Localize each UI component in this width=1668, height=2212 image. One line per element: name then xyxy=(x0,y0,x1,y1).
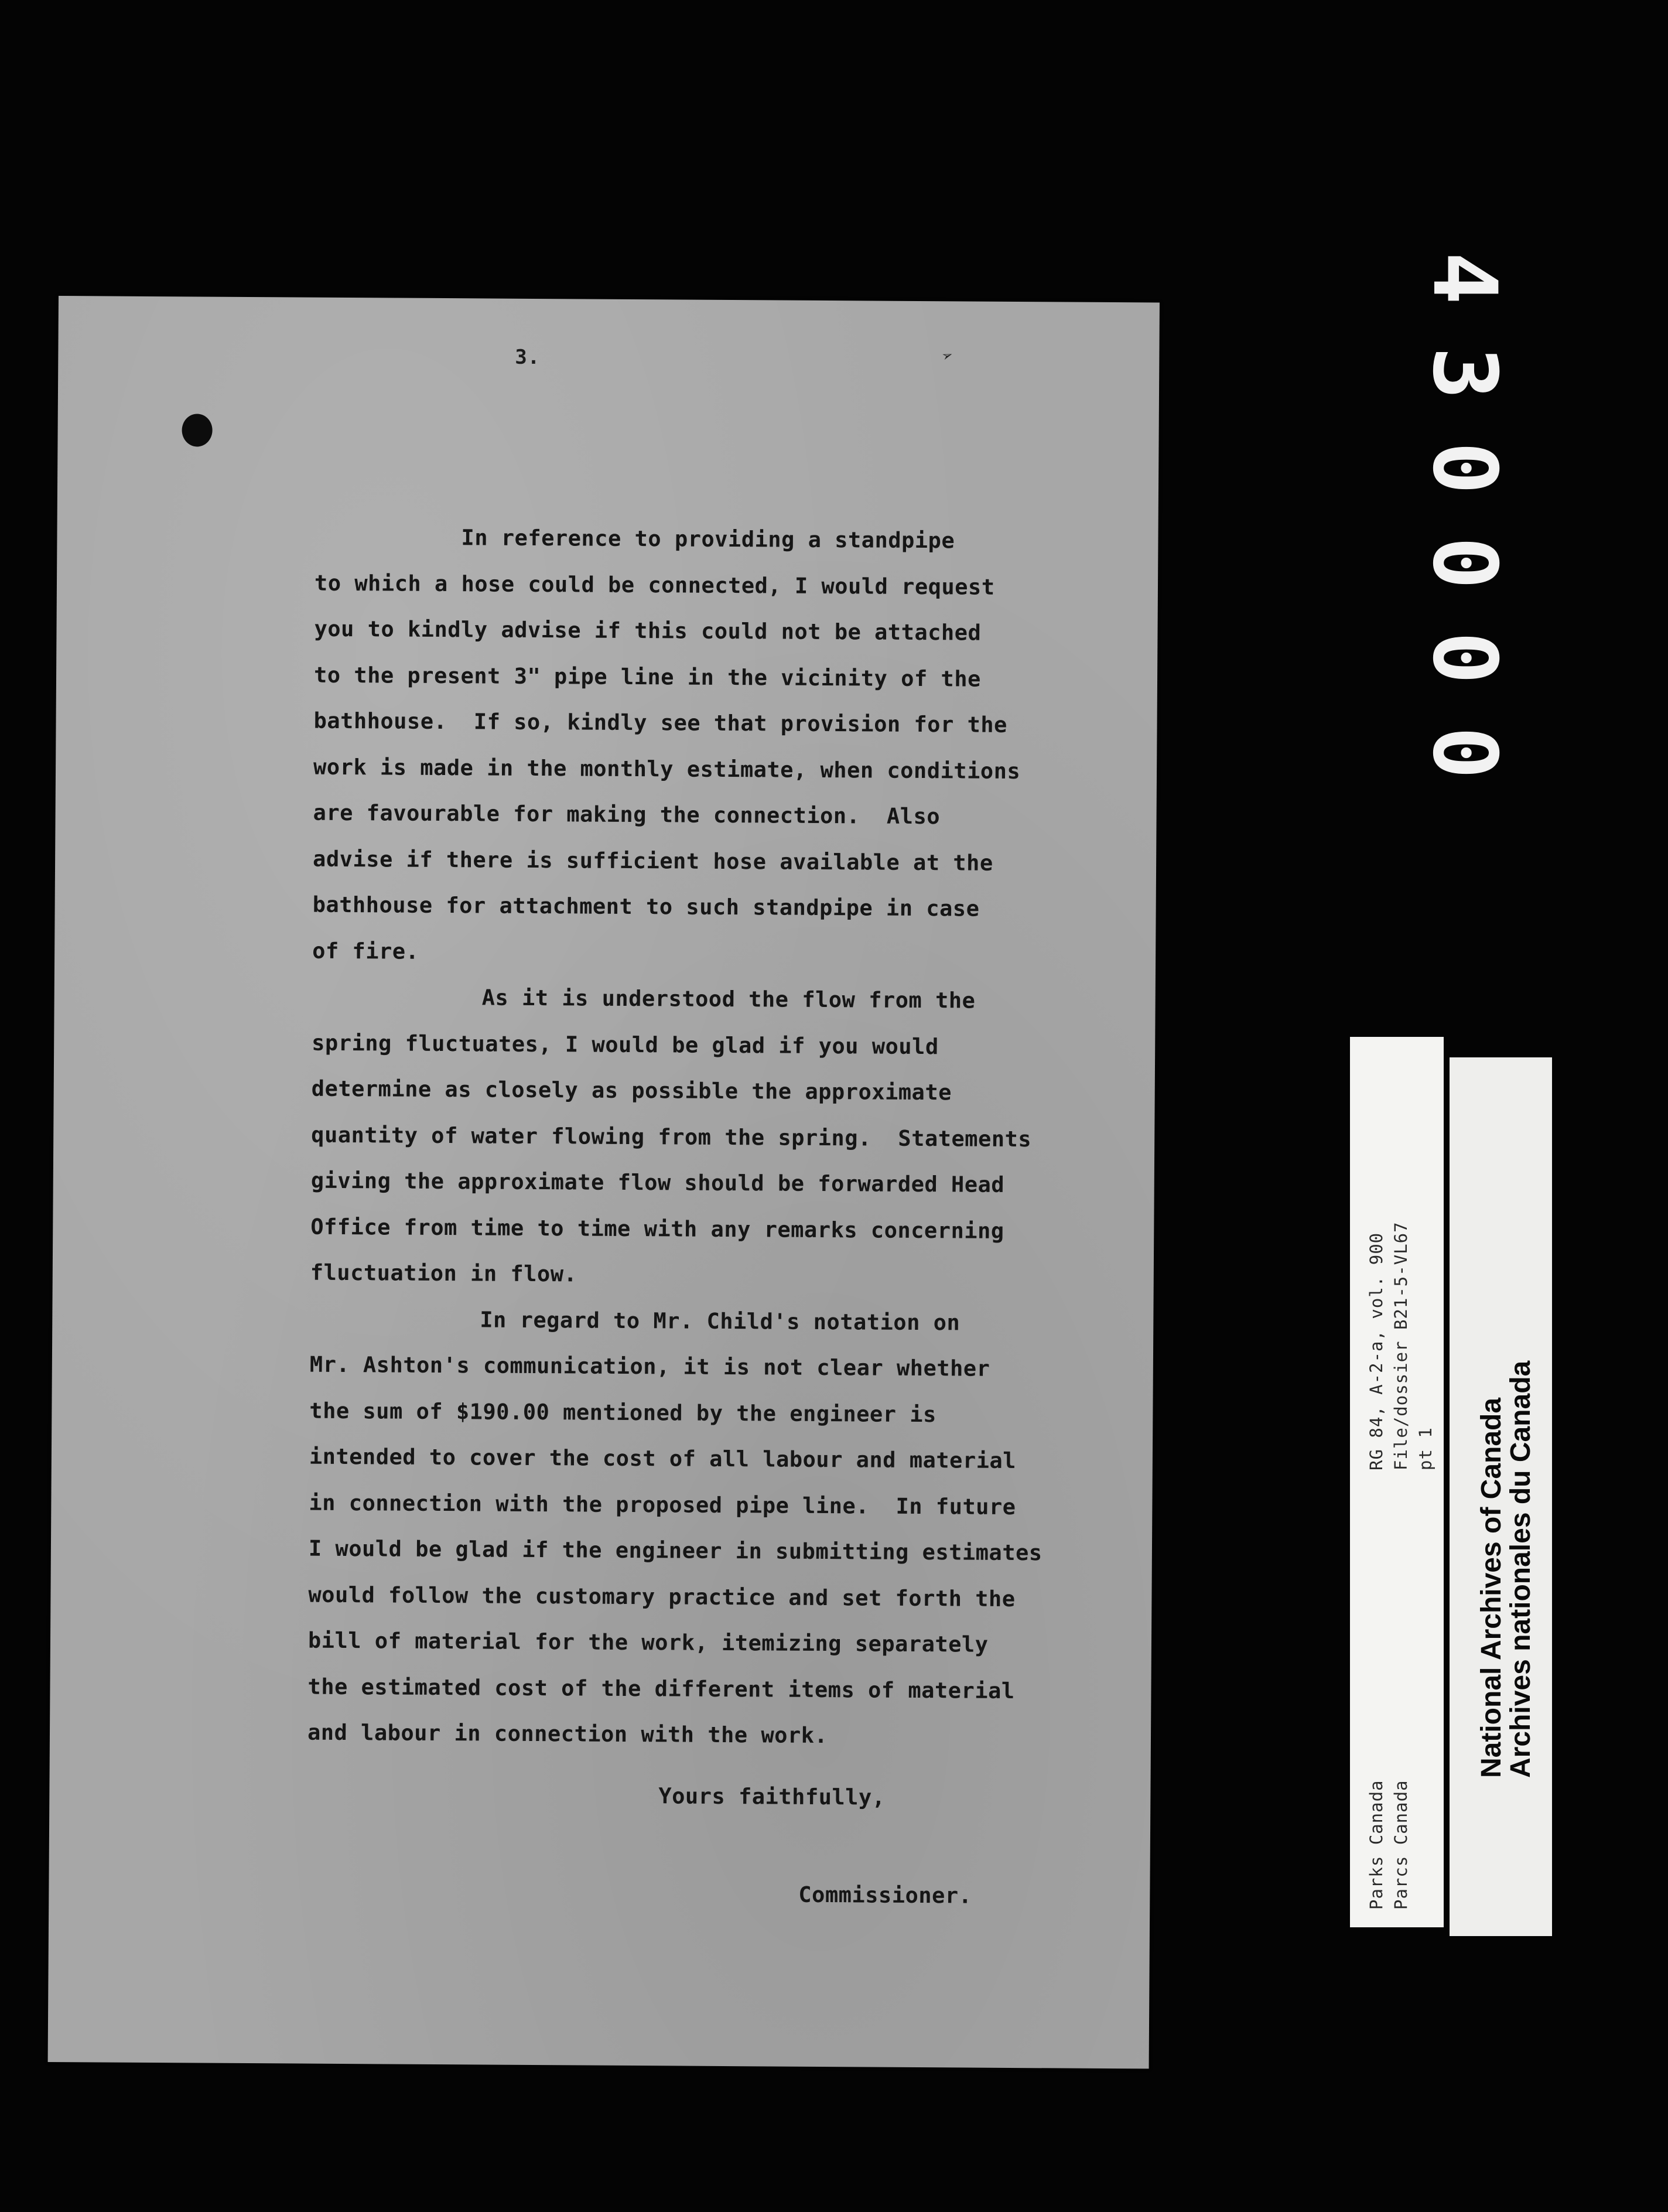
text-line: giving the approximate flow should be forwarded Head xyxy=(310,1168,1005,1197)
page-number: 3. xyxy=(515,345,541,370)
text-line: bill of material for the work, itemizing separately xyxy=(307,1627,989,1657)
text-line: determine as closely as possible the approximate xyxy=(311,1076,952,1105)
text-line: bathhouse for attachment to such standpipe in case xyxy=(312,892,980,921)
text-line: in connection with the proposed pipe line. In future xyxy=(309,1490,1016,1520)
text-line: bathhouse. If so, kindly see that provision for the xyxy=(313,708,1008,738)
punch-hole xyxy=(182,414,212,446)
text-line: Office from time to time with any remarks concerning xyxy=(310,1214,1004,1244)
text-line: In reference to providing a standpipe xyxy=(461,525,955,554)
typed-letter-page xyxy=(48,296,1160,2068)
frame-digit: 0 xyxy=(1413,726,1515,780)
text-line: the sum of $190.00 mentioned by the engineer is xyxy=(309,1398,936,1427)
archives-name-label xyxy=(1450,1057,1552,1936)
record-group: RG 84, A-2-a, vol. 900 xyxy=(1366,1232,1386,1470)
text-line: Mr. Ashton's communication, it is not clear whether xyxy=(309,1351,990,1381)
frame-digit: 4 xyxy=(1413,251,1515,305)
film-speck xyxy=(1435,2121,1452,2144)
text-line: are favourable for making the connection. Also xyxy=(313,800,941,830)
text-line: I would be glad if the engineer in submitting estimates xyxy=(308,1535,1042,1566)
text-line: advise if there is sufficient hose available at the xyxy=(313,846,993,876)
agency-fr: Parcs Canada xyxy=(1391,1780,1411,1910)
text-line: to the present 3" pipe line in the vicinity of the xyxy=(313,662,981,692)
file-part: pt 1 xyxy=(1416,1427,1435,1470)
text-line: quantity of water flowing from the spring. Statements xyxy=(311,1122,1032,1152)
text-line: As it is understood the flow from the xyxy=(481,985,976,1013)
text-line: the estimated cost of the different items of material xyxy=(307,1674,1015,1704)
text-line: to which a hose could be connected, I would request xyxy=(314,570,995,600)
frame-digit: 3 xyxy=(1413,346,1515,400)
closing-salutation: Yours faithfully, xyxy=(658,1783,886,1810)
text-line: and labour in connection with the work. xyxy=(307,1719,828,1749)
frame-digit: 0 xyxy=(1413,441,1515,495)
text-line: In regard to Mr. Child's notation on xyxy=(480,1306,961,1335)
frame-number xyxy=(1400,234,1529,797)
text-line: intended to cover the cost of all labour and material xyxy=(309,1443,1017,1474)
text-line: fluctuation in flow. xyxy=(310,1259,577,1287)
frame-digit: 0 xyxy=(1413,631,1515,685)
signature-title: Commissioner. xyxy=(798,1882,972,1909)
archive-reference-label xyxy=(1350,1037,1444,1927)
archives-name-fr: Archives nationales du Canada xyxy=(1505,1360,1536,1778)
frame-digit: 0 xyxy=(1413,536,1515,590)
file-number: File/dossier B21-5-VL67 xyxy=(1391,1221,1411,1470)
text-line: spring fluctuates, I would be glad if you would xyxy=(312,1030,939,1059)
letter-body xyxy=(307,514,1147,1761)
text-line: of fire. xyxy=(312,938,419,964)
text-line: you to kindly advise if this could not be attached xyxy=(314,616,982,646)
archives-name-en: National Archives of Canada xyxy=(1476,1397,1507,1778)
text-line: would follow the customary practice and set forth the xyxy=(308,1582,1016,1612)
text-line: work is made in the monthly estimate, when conditions xyxy=(313,754,1021,784)
margin-mark: ➢ xyxy=(939,344,956,368)
agency-en: Parks Canada xyxy=(1366,1780,1386,1910)
